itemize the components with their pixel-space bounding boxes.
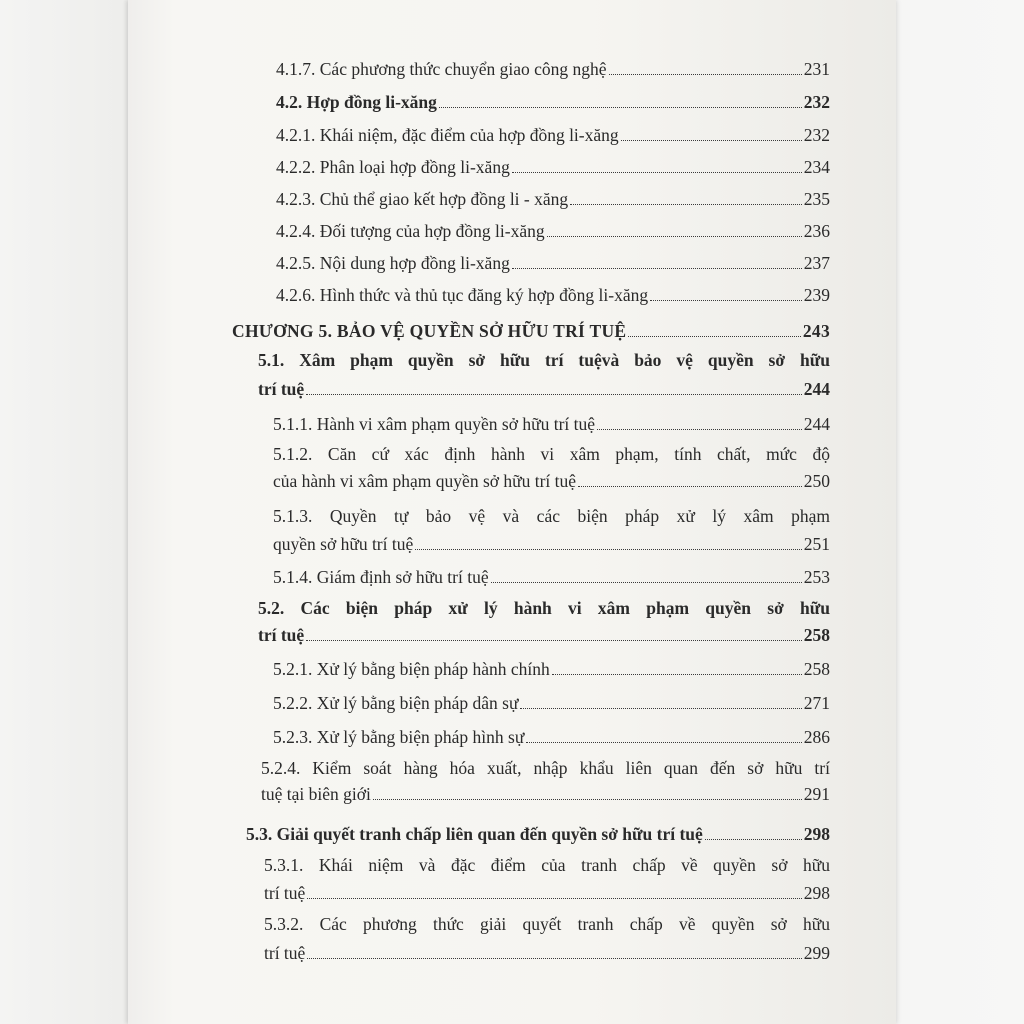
dot-leader bbox=[547, 235, 802, 237]
toc-page-number: 291 bbox=[803, 784, 830, 804]
toc-entry-title-line1: 5.3.2. Các phương thức giải quyết tranh chấp về quyền sở hữu bbox=[264, 914, 830, 934]
toc-entry bbox=[264, 934, 830, 964]
dot-leader bbox=[307, 897, 801, 899]
dot-leader bbox=[705, 838, 802, 840]
toc-page-number: 258 bbox=[803, 625, 830, 645]
toc-entry-title: trí tuệ bbox=[258, 379, 305, 399]
toc-entry bbox=[276, 148, 830, 178]
toc-page-number: 258 bbox=[803, 659, 830, 679]
toc-entry-title: của hành vi xâm phạm quyền sở hữu trí tuệ bbox=[273, 471, 577, 491]
toc-entry-title-line1: 5.3.1. Khái niệm và đặc điểm của tranh chấp về quyền sở hữu bbox=[264, 855, 830, 875]
chapter-title: CHƯƠNG 5. BẢO VỆ QUYỀN SỞ HỮU TRÍ TUỆ bbox=[232, 321, 627, 341]
toc-page-number: 298 bbox=[803, 883, 830, 903]
toc-entry bbox=[273, 525, 830, 555]
dot-leader bbox=[597, 428, 802, 430]
toc-entry bbox=[258, 370, 830, 400]
dot-leader bbox=[570, 203, 802, 205]
toc-entry-title: 5.2.2. Xử lý bằng biện pháp dân sự bbox=[273, 693, 519, 713]
toc-entry bbox=[276, 50, 830, 80]
dot-leader bbox=[650, 299, 802, 301]
toc-entry bbox=[276, 180, 830, 210]
toc-entry bbox=[273, 650, 830, 680]
toc-entry bbox=[258, 616, 830, 646]
toc-page-number: 271 bbox=[803, 693, 830, 713]
toc-entry-title: 4.2.4. Đối tượng của hợp đồng li-xăng bbox=[276, 221, 545, 241]
toc-entry bbox=[276, 244, 830, 274]
toc-entry-title: 4.2.3. Chủ thể giao kết hợp đồng li - xăng bbox=[276, 189, 569, 209]
toc-entry bbox=[276, 212, 830, 242]
toc-page-number: 253 bbox=[803, 567, 830, 587]
toc-entry bbox=[276, 276, 830, 306]
toc-page-number: 232 bbox=[803, 125, 830, 145]
toc-entry-title: quyền sở hữu trí tuệ bbox=[273, 534, 414, 554]
toc-page-number: 232 bbox=[803, 92, 830, 112]
toc-entry bbox=[276, 83, 830, 113]
toc-page-number: 237 bbox=[803, 253, 830, 273]
toc-entry-title: 5.3. Giải quyết tranh chấp liên quan đến quyền sở hữu trí tuệ bbox=[246, 824, 703, 844]
toc-entry-title-line1: 5.2.4. Kiểm soát hàng hóa xuất, nhập khẩu liên quan đến sở hữu trí bbox=[261, 758, 830, 778]
toc-page-number: 236 bbox=[803, 221, 830, 241]
toc-entry-title-line1: 5.1.3. Quyền tự bảo vệ và các biện pháp xử lý xâm phạm bbox=[273, 506, 830, 526]
toc-entry-title: 4.2.6. Hình thức và thủ tục đăng ký hợp đồng li-xăng bbox=[276, 285, 649, 305]
toc-entry-title: 4.2.5. Nội dung hợp đồng li-xăng bbox=[276, 253, 510, 273]
toc-entry bbox=[264, 874, 830, 904]
toc-chapter bbox=[232, 312, 830, 342]
toc-entry-title-line1: 5.1. Xâm phạm quyền sở hữu trí tuệvà bảo vệ quyền sở hữu bbox=[258, 350, 830, 370]
toc-page-number: 243 bbox=[802, 321, 830, 341]
toc-entry bbox=[276, 116, 830, 146]
toc-entry-title: tuệ tại biên giới bbox=[261, 784, 371, 804]
toc-entry bbox=[261, 775, 830, 805]
toc-page-number: 299 bbox=[803, 943, 830, 963]
dot-leader bbox=[520, 707, 801, 709]
toc-page-number: 239 bbox=[803, 285, 830, 305]
dot-leader bbox=[621, 139, 802, 141]
dot-leader bbox=[306, 393, 802, 395]
dot-leader bbox=[512, 267, 802, 269]
toc-entry-title: trí tuệ bbox=[264, 883, 306, 903]
toc-entry-title: 5.2.1. Xử lý bằng biện pháp hành chính bbox=[273, 659, 550, 679]
dot-leader bbox=[307, 957, 801, 959]
toc-page-number: 244 bbox=[803, 414, 830, 434]
toc-entry-title: 5.1.1. Hành vi xâm phạm quyền sở hữu trí tuệ bbox=[273, 414, 596, 434]
toc-page-number: 244 bbox=[803, 379, 830, 399]
dot-leader bbox=[609, 73, 802, 75]
dot-leader bbox=[512, 171, 802, 173]
toc-page-number: 298 bbox=[803, 824, 830, 844]
toc-page-number: 235 bbox=[803, 189, 830, 209]
toc-page-number: 250 bbox=[803, 471, 830, 491]
dot-leader bbox=[628, 335, 800, 337]
toc-entry-title: 5.1.4. Giám định sở hữu trí tuệ bbox=[273, 567, 489, 587]
toc-entry-title: trí tuệ bbox=[264, 943, 306, 963]
toc-entry-title: 4.2.2. Phân loại hợp đồng li-xăng bbox=[276, 157, 510, 177]
toc-entry-title: trí tuệ bbox=[258, 625, 305, 645]
dot-leader bbox=[552, 673, 802, 675]
toc-entry-title: 5.2.3. Xử lý bằng biện pháp hình sự bbox=[273, 727, 525, 747]
dot-leader bbox=[306, 639, 802, 641]
toc-entry bbox=[273, 462, 830, 492]
toc-entry bbox=[273, 405, 830, 435]
toc-page-number: 231 bbox=[803, 59, 830, 79]
toc-page-number: 251 bbox=[803, 534, 830, 554]
toc-entry-title: 4.2.1. Khái niệm, đặc điểm của hợp đồng li-xăng bbox=[276, 125, 619, 145]
dot-leader bbox=[373, 798, 802, 800]
toc-entry bbox=[273, 558, 830, 588]
toc-entry bbox=[273, 684, 830, 714]
toc-page-number: 234 bbox=[803, 157, 830, 177]
toc-entry-title-line1: 5.1.2. Căn cứ xác định hành vi xâm phạm, tính chất, mức độ bbox=[273, 444, 830, 464]
toc-entry-title: 4.1.7. Các phương thức chuyển giao công nghệ bbox=[276, 59, 607, 79]
toc-entry-title-line1: 5.2. Các biện pháp xử lý hành vi xâm phạm quyền sở hữu bbox=[258, 598, 830, 618]
dot-leader bbox=[415, 548, 802, 550]
dot-leader bbox=[439, 106, 802, 108]
toc-entry bbox=[273, 718, 830, 748]
toc-page-number: 286 bbox=[803, 727, 830, 747]
dot-leader bbox=[526, 741, 801, 743]
toc-entry-title: 4.2. Hợp đồng li-xăng bbox=[276, 92, 437, 112]
dot-leader bbox=[491, 581, 802, 583]
toc-entry bbox=[246, 815, 830, 845]
dot-leader bbox=[578, 485, 802, 487]
